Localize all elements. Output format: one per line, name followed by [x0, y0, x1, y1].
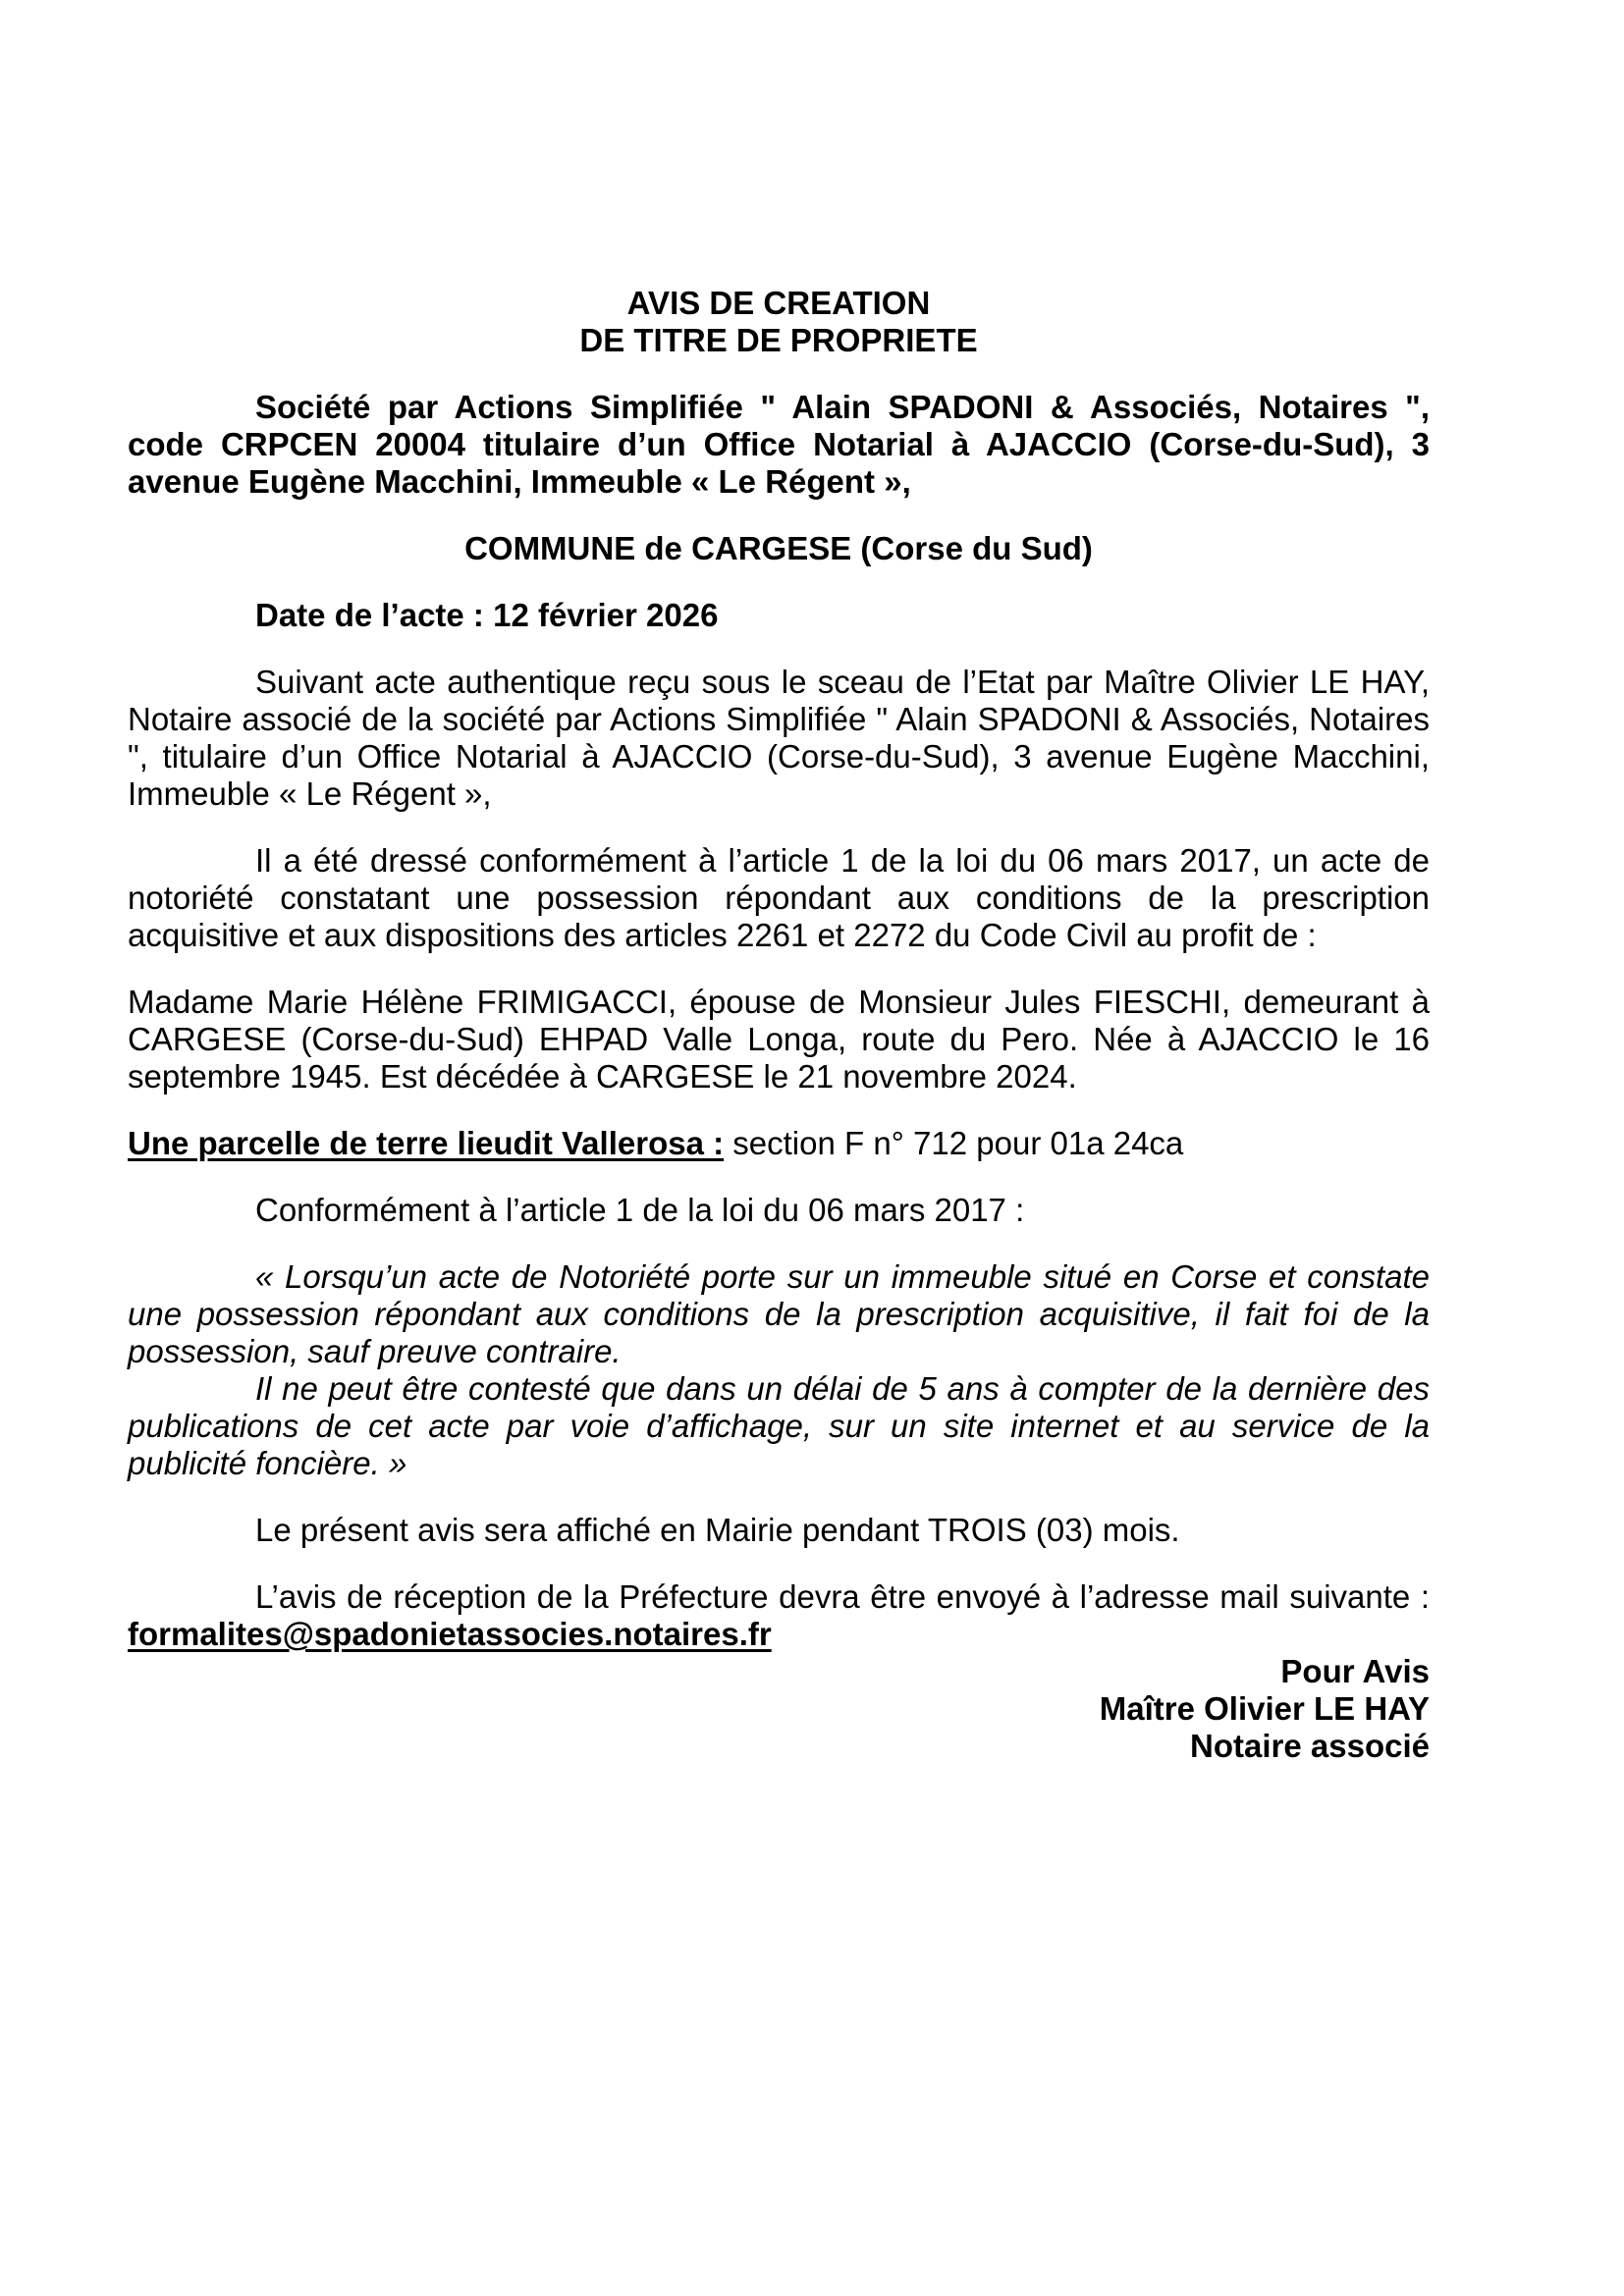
title-line-2: DE TITRE DE PROPRIETE [579, 322, 978, 358]
display-notice-line: Le présent avis sera affiché en Mairie pendant TROIS (03) mois. [255, 1512, 1180, 1548]
legal-quote-part1: « Lorsqu’un acte de Notoriété porte sur un immeuble situé en Corse et constate une possession répondant aux conditions de la prescription acquisitive, il fait foi de la possession, sauf preuve contraire. [128, 1258, 1430, 1369]
signature-notary-role: Notaire associé [1190, 1728, 1430, 1764]
parcel-line [128, 1125, 1430, 1162]
company-paragraph: Société par Actions Simplifiée " Alain SPADONI & Associés, Notaires ", code CRPCEN 20004 titulaire d’un Office Notarial à AJACCIO (Corse-du-Sud), 3 avenue Eugène Macchini, Immeuble « Le Régent », [128, 389, 1430, 500]
parcel-details: section F n° 712 pour 01a 24ca [732, 1125, 1184, 1161]
signature-block [128, 1653, 1430, 1765]
beneficiary-paragraph: Madame Marie Hélène FRIMIGACCI, épouse de Monsieur Jules FIESCHI, demeurant à CARGESE (Corse-du-Sud) EHPAD Valle Longa, route du Pero. Née à AJACCIO le 16 septembre 1945. Est décédée à CARGESE le 21 novembre 2024. [128, 984, 1430, 1095]
document-title [128, 285, 1430, 359]
email-address: formalites@spadonietassocies.notaires.fr [128, 1616, 772, 1652]
signature-pour-avis: Pour Avis [1280, 1653, 1430, 1689]
mail-notice-text: L’avis de réception de la Préfecture devra être envoyé à l’adresse mail suivante : [255, 1578, 1430, 1615]
act-date-line: Date de l’acte : 12 février 2026 [255, 597, 719, 633]
document-content [128, 285, 1430, 1794]
title-line-1: AVIS DE CREATION [626, 285, 931, 321]
notoriety-paragraph: Il a été dressé conformément à l’article 1 de la loi du 06 mars 2017, un acte de notoriété constatant une possession répondant aux conditions de la prescription acquisitive et aux dispositions des articles 2261 et 2272 du Code Civil au profit de : [128, 842, 1430, 953]
signature-notary-name: Maître Olivier LE HAY [1099, 1690, 1430, 1727]
deed-paragraph: Suivant acte authentique reçu sous le sceau de l’Etat par Maître Olivier LE HAY, Notaire associé de la société par Actions Simplifiée " Alain SPADONI & Associés, Notaires ", titulaire d’un Office Notarial à AJACCIO (Corse-du-Sud), 3 avenue Eugène Macchini, Immeuble « Le Régent », [128, 664, 1430, 812]
conformity-line: Conformément à l’article 1 de la loi du 06 mars 2017 : [255, 1192, 1025, 1228]
parcel-label: Une parcelle de terre lieudit Vallerosa : [128, 1125, 725, 1161]
mail-notice-paragraph [128, 1578, 1430, 1653]
commune-line: COMMUNE de CARGESE (Corse du Sud) [464, 530, 1093, 566]
legal-quote-part2: Il ne peut être contesté que dans un délai de 5 ans à compter de la dernière des publications de cet acte par voie d’affichage, sur un site internet et au service de la publicité foncière. » [128, 1370, 1430, 1481]
